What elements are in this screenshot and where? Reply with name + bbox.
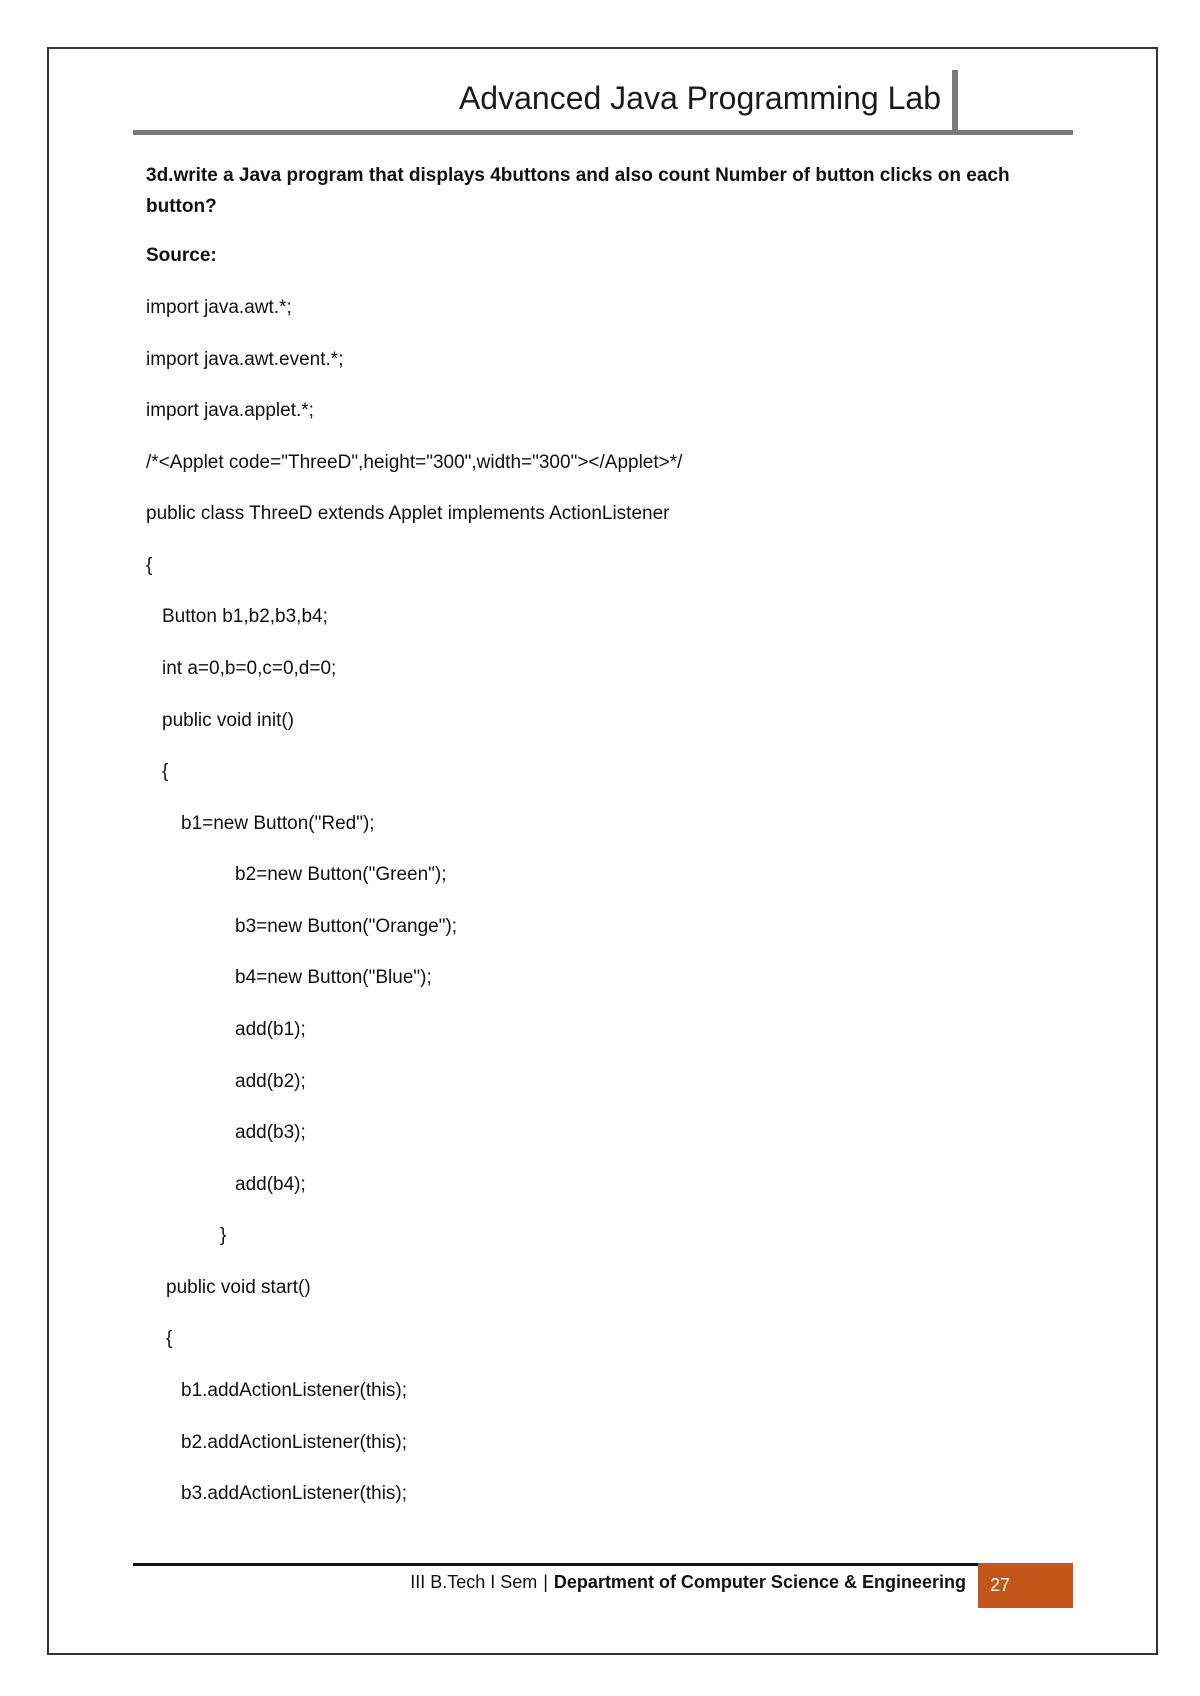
- exercise-heading: 3d.write a Java program that displays 4buttons and also count Number of button clicks on each button?: [146, 165, 1010, 217]
- code-line: Button b1,b2,b3,b4;: [162, 606, 328, 627]
- page-number: 27: [978, 1563, 1073, 1608]
- footer-department: Department of Computer Science & Engineering: [553, 1572, 966, 1592]
- code-line: add(b1);: [235, 1019, 306, 1040]
- code-line: public class ThreeD extends Applet implements ActionListener: [146, 503, 670, 524]
- footer-text: [410, 1572, 966, 1593]
- code-line: b3.addActionListener(this);: [181, 1483, 408, 1504]
- code-line: /*<Applet code="ThreeD",height="300",width="300"></Applet>*/: [146, 452, 683, 473]
- code-line: import java.applet.*;: [146, 400, 314, 421]
- code-line: }: [220, 1225, 227, 1246]
- footer-rule: [133, 1563, 978, 1566]
- code-line: b2=new Button("Green");: [235, 864, 447, 885]
- source-label: Source:: [146, 245, 217, 266]
- code-line: b1=new Button("Red");: [181, 813, 375, 834]
- code-line: import java.awt.event.*;: [146, 349, 344, 370]
- code-line: {: [146, 555, 153, 576]
- code-line: b3=new Button("Orange");: [235, 916, 458, 937]
- code-line: b1.addActionListener(this);: [181, 1380, 408, 1401]
- code-line: int a=0,b=0,c=0,d=0;: [162, 658, 337, 679]
- code-line: add(b4);: [235, 1174, 306, 1195]
- code-line: add(b3);: [235, 1122, 306, 1143]
- code-line: public void init(): [162, 710, 294, 731]
- footer-course: III B.Tech I Sem: [410, 1572, 538, 1592]
- code-line: import java.awt.*;: [146, 297, 292, 318]
- header-title: Advanced Java Programming Lab: [458, 80, 941, 116]
- code-line: b4=new Button("Blue");: [235, 967, 432, 988]
- code-line: b2.addActionListener(this);: [181, 1432, 408, 1453]
- code-line: {: [166, 1328, 173, 1349]
- header-vertical-bar: [952, 70, 958, 132]
- footer-separator: |: [543, 1572, 548, 1592]
- code-line: add(b2);: [235, 1071, 306, 1092]
- header-rule: [133, 130, 1073, 135]
- page-border: [47, 47, 1158, 1655]
- code-line: public void start(): [166, 1277, 311, 1298]
- code-line: {: [162, 761, 169, 782]
